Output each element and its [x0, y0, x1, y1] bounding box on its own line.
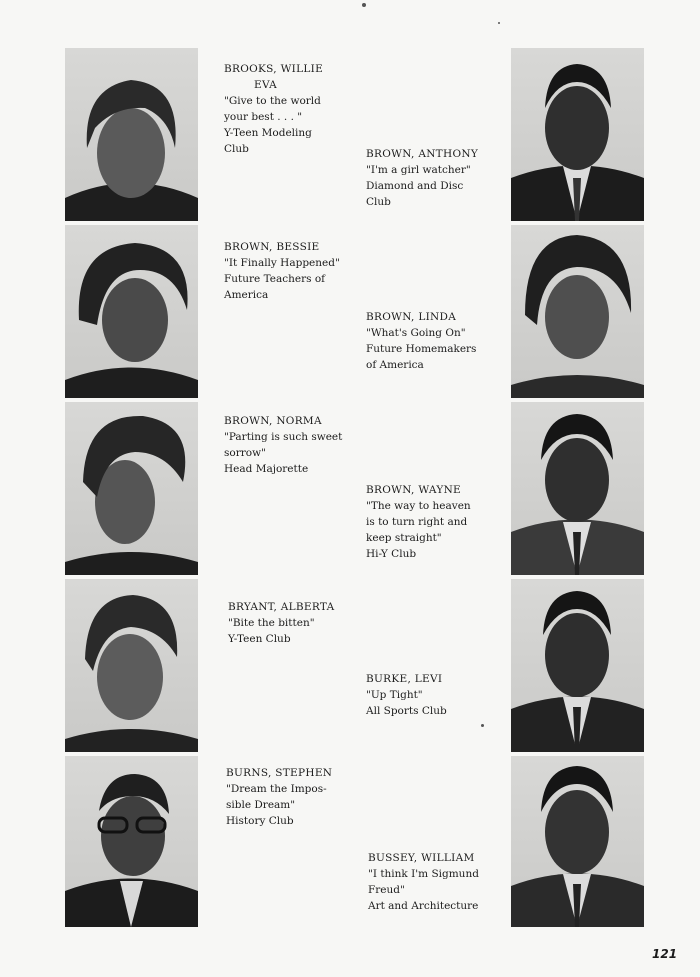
- student-name: BURKE, LEVI: [366, 673, 443, 685]
- student-entry-brown-linda: [366, 309, 476, 373]
- student-activity: Club: [224, 143, 249, 155]
- student-quote: "I'm a girl watcher": [366, 164, 471, 176]
- student-quote: your best . . . ": [224, 111, 303, 123]
- student-activity: of America: [366, 359, 424, 371]
- student-name: BURNS, STEPHEN: [226, 767, 333, 779]
- student-name: BROWN, WAYNE: [366, 484, 462, 496]
- student-entry-brown-anthony: [366, 146, 478, 210]
- student-activity: Hi-Y Club: [366, 548, 417, 560]
- student-activity: All Sports Club: [366, 705, 447, 717]
- student-quote: "It Finally Happened": [224, 257, 340, 269]
- student-activity: Club: [366, 196, 391, 208]
- student-quote: "Dream the Impos-: [226, 783, 327, 795]
- student-activity: Diamond and Disc: [366, 180, 464, 192]
- student-quote: "Parting is such sweet: [224, 431, 343, 443]
- portrait-photo-bryant-alberta: [65, 579, 198, 752]
- student-quote: "The way to heaven: [366, 500, 471, 512]
- student-entry-burns-stephen: [226, 765, 332, 829]
- student-entry-brown-bessie: [224, 239, 340, 303]
- student-activity: Y-Teen Club: [228, 633, 291, 645]
- student-name: BUSSEY, WILLIAM: [368, 852, 475, 864]
- portrait-photo-brown-norma: [65, 402, 198, 575]
- student-name: BROWN, NORMA: [224, 415, 322, 427]
- print-speck: [362, 3, 366, 7]
- student-quote: keep straight": [366, 532, 442, 544]
- student-entry-bussey-william: [368, 850, 479, 914]
- student-activity: Y-Teen Modeling: [224, 127, 312, 139]
- student-activity: America: [224, 289, 269, 301]
- portrait-photo-bussey-william: [511, 756, 644, 927]
- student-name: BROWN, LINDA: [366, 311, 457, 323]
- student-quote: sorrow": [224, 447, 266, 459]
- student-quote: "Bite the bitten": [228, 617, 315, 629]
- print-speck: [498, 22, 500, 24]
- student-quote: "Up Tight": [366, 689, 423, 701]
- student-quote: sible Dream": [226, 799, 296, 811]
- student-activity: Future Homemakers: [366, 343, 477, 355]
- print-speck: [481, 724, 484, 727]
- student-name: BRYANT, ALBERTA: [228, 601, 335, 613]
- student-name-continued: EVA: [254, 79, 278, 91]
- student-name: BROOKS, WILLIE: [224, 63, 324, 75]
- portrait-photo-brooks-willie-eva: [65, 48, 198, 221]
- portrait-photo-burke-levi: [511, 579, 644, 752]
- student-quote: "Give to the world: [224, 95, 321, 107]
- student-entry-bryant-alberta: [228, 599, 335, 647]
- student-activity: History Club: [226, 815, 294, 827]
- student-quote: "What's Going On": [366, 327, 466, 339]
- student-quote: "I think I'm Sigmund: [368, 868, 479, 880]
- portrait-photo-brown-linda: [511, 225, 644, 398]
- page-number: 121: [652, 947, 678, 961]
- student-entry-burke-levi: [366, 671, 447, 719]
- student-name: BROWN, BESSIE: [224, 241, 320, 253]
- portrait-photo-brown-anthony: [511, 48, 644, 221]
- student-activity: Art and Architecture: [368, 900, 479, 912]
- student-name: BROWN, ANTHONY: [366, 148, 479, 160]
- portrait-photo-brown-bessie: [65, 225, 198, 398]
- student-quote: is to turn right and: [366, 516, 468, 528]
- student-entry-brooks-willie-eva: [224, 61, 323, 157]
- portrait-photo-brown-wayne: [511, 402, 644, 575]
- portrait-photo-burns-stephen: [65, 756, 198, 927]
- student-activity: Head Majorette: [224, 463, 309, 475]
- student-entry-brown-wayne: [366, 482, 471, 562]
- student-entry-brown-norma: [224, 413, 342, 477]
- student-quote: Freud": [368, 884, 405, 896]
- student-activity: Future Teachers of: [224, 273, 326, 285]
